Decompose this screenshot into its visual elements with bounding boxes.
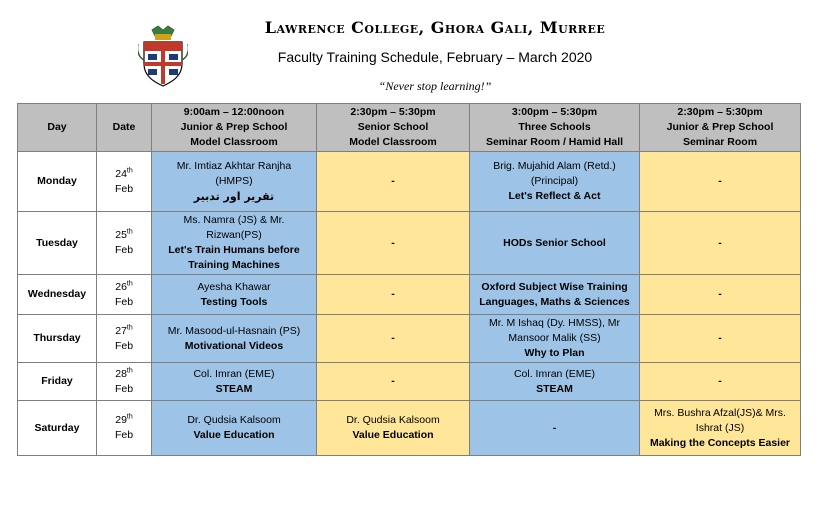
- session-presenter: Mr. Imtiaz Akhtar Ranjha: [176, 160, 292, 172]
- date-number: 27: [115, 324, 127, 337]
- session-presenter: Mr. Masood-ul-Hasnain (PS): [167, 324, 301, 337]
- session-presenter: Col. Imran (EME): [513, 367, 596, 380]
- session-cell: [152, 275, 317, 315]
- session-topic: Testing Tools: [200, 295, 268, 308]
- header-row: [18, 104, 801, 152]
- table-row: [18, 212, 801, 275]
- day-cell: Friday: [18, 363, 97, 401]
- day-cell: Saturday: [18, 401, 97, 456]
- day-cell: Wednesday: [18, 275, 97, 315]
- session-presenter: Rizwan(PS): [206, 229, 262, 241]
- session-topic: Oxford Subject Wise Training Languages, Maths & Sciences: [479, 280, 630, 308]
- date-month: Feb: [114, 295, 134, 308]
- session-topic: Let's Reflect & Act: [508, 190, 601, 202]
- session-cell: [317, 363, 470, 401]
- session-topic-urdu: تقریر اور تدبیر: [193, 190, 275, 203]
- session-topic: STEAM: [215, 382, 253, 395]
- session-topic: Motivational Videos: [184, 339, 284, 352]
- date-suffix: th: [126, 413, 133, 421]
- date-number: 28: [115, 367, 127, 380]
- document-subtitle: Faculty Training Schedule, February – March 2020: [277, 49, 593, 65]
- date-suffix: th: [126, 228, 133, 236]
- session-cell: [640, 363, 801, 401]
- motto: “Never stop learning!”: [378, 79, 492, 93]
- session-cell: [317, 152, 470, 212]
- header-date: Date: [97, 104, 152, 152]
- table-row: [18, 401, 801, 456]
- session-cell: [640, 212, 801, 275]
- session-cell: [317, 212, 470, 275]
- date-suffix: th: [126, 280, 133, 287]
- header-day: Day: [18, 104, 97, 152]
- session-topic: Why to Plan: [524, 347, 585, 359]
- session-presenter: (HMPS): [215, 175, 253, 187]
- session-cell: [470, 152, 640, 212]
- date-number: 26: [115, 280, 127, 293]
- table-row: [18, 275, 801, 315]
- session-cell: [470, 401, 640, 456]
- day-cell: Thursday: [18, 315, 97, 363]
- session-cell: [640, 401, 801, 456]
- schedule-table: [17, 103, 801, 456]
- date-cell: [97, 212, 152, 275]
- session-topic: Let's Train Humans before Training Machines: [168, 244, 300, 271]
- session-presenter: Col. Imran (EME): [193, 367, 275, 380]
- session-cell: [470, 363, 640, 401]
- session-presenter: Ms. Namra (JS) & Mr.: [183, 214, 285, 226]
- session-topic: -: [391, 175, 395, 187]
- session-cell: [152, 401, 317, 456]
- session-presenter: Dr. Qudsia Kalsoom: [187, 414, 281, 426]
- session-presenter: Ayesha Khawar: [197, 280, 271, 293]
- date-month: Feb: [114, 429, 134, 441]
- session-cell: [317, 275, 470, 315]
- session-topic: -: [552, 421, 557, 434]
- session-cell: [470, 212, 640, 275]
- college-crest-logo: [138, 24, 188, 88]
- date-month: Feb: [114, 244, 134, 256]
- date-suffix: th: [126, 167, 133, 174]
- session-presenter: (Principal): [530, 175, 579, 187]
- date-number: 24: [115, 167, 127, 180]
- date-month: Feb: [114, 339, 134, 352]
- session-cell: [470, 275, 640, 315]
- session-cell: [640, 315, 801, 363]
- session-cell: [152, 152, 317, 212]
- session-presenter: Dr. Qudsia Kalsoom: [346, 414, 440, 426]
- header-slot-3: 3:00pm – 5:30pm Three Schools Seminar Room / Hamid Hall: [470, 104, 640, 152]
- date-month: Feb: [114, 182, 134, 195]
- date-suffix: th: [126, 324, 133, 331]
- session-topic: Value Education: [193, 429, 275, 441]
- session-topic: -: [391, 236, 395, 249]
- header-slot-2: 2:30pm – 5:30pm Senior School Model Classroom: [317, 104, 470, 152]
- session-topic: Making the Concepts Easier: [649, 436, 791, 449]
- session-cell: [640, 275, 801, 315]
- session-topic: -: [718, 375, 722, 387]
- session-presenter: Mrs. Bushra Afzal(JS)& Mrs.: [654, 406, 786, 419]
- session-topic: -: [718, 236, 722, 249]
- session-presenter: Mansoor Malik (SS): [508, 332, 601, 344]
- document-title: Lawrence College, Ghora Gali, Murree: [264, 18, 606, 37]
- session-topic: -: [718, 288, 722, 300]
- session-topic: -: [718, 332, 722, 344]
- session-cell: [152, 363, 317, 401]
- date-number: 25: [115, 229, 127, 241]
- table-row: [18, 152, 801, 212]
- date-suffix: th: [126, 367, 133, 374]
- date-cell: [97, 315, 152, 363]
- date-cell: [97, 363, 152, 401]
- session-cell: [470, 315, 640, 363]
- header-slot-4: 2:30pm – 5:30pm Junior & Prep School Seminar Room: [640, 104, 801, 152]
- date-cell: [97, 275, 152, 315]
- session-topic: -: [391, 375, 395, 387]
- day-cell: Monday: [18, 152, 97, 212]
- session-topic: Value Education: [352, 429, 434, 441]
- session-presenter: Brig. Mujahid Alam (Retd.): [493, 160, 616, 172]
- header-slot-1: 9:00am – 12:00noon Junior & Prep School Model Classroom: [152, 104, 317, 152]
- session-topic: STEAM: [536, 382, 573, 395]
- session-topic: -: [391, 288, 395, 300]
- session-presenter: Ishrat (JS): [695, 421, 745, 434]
- date-cell: [97, 152, 152, 212]
- session-topic: HODs Senior School: [503, 236, 606, 249]
- session-cell: [152, 315, 317, 363]
- session-cell: [640, 152, 801, 212]
- date-cell: [97, 401, 152, 456]
- session-cell: [152, 212, 317, 275]
- day-cell: Tuesday: [18, 212, 97, 275]
- session-cell: [317, 315, 470, 363]
- date-number: 29: [115, 414, 127, 426]
- table-row: [18, 315, 801, 363]
- table-row: [18, 363, 801, 401]
- session-topic: -: [391, 332, 395, 344]
- session-cell: [317, 401, 470, 456]
- session-topic: -: [718, 175, 722, 187]
- session-presenter: Mr. M Ishaq (Dy. HMSS), Mr: [488, 317, 621, 329]
- date-month: Feb: [114, 382, 134, 395]
